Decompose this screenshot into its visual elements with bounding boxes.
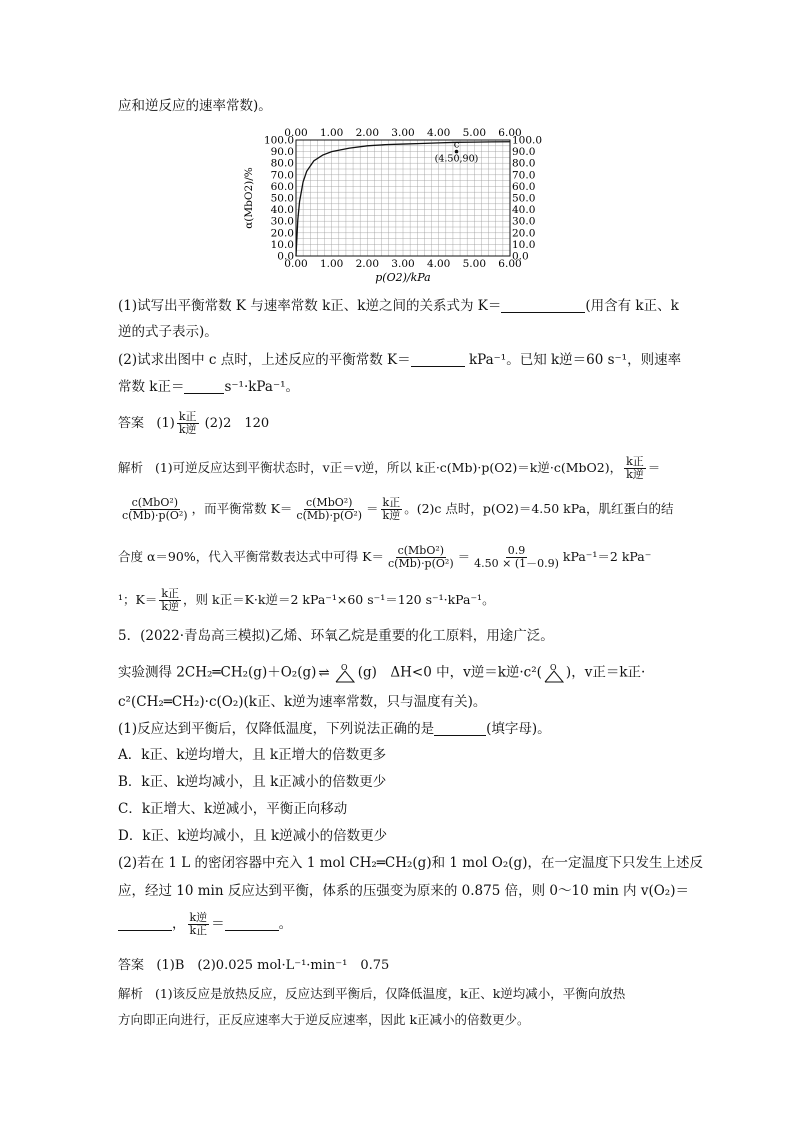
x-tick-label-top: 4.00 <box>426 127 451 139</box>
text: 。 <box>278 916 293 932</box>
explanation-1-line2 <box>118 497 674 522</box>
y-tick-label-left: 60.0 <box>270 180 294 193</box>
x-tick-label-bottom: 1.00 <box>319 258 344 270</box>
text: kPa⁻¹＝2 kPa⁻ <box>562 549 652 564</box>
question-1-tail: (用含有 k正、k <box>585 298 679 314</box>
y-tick-label-right: 70.0 <box>512 169 536 182</box>
question-1-line2: 逆的式子表示)。 <box>118 324 218 340</box>
answer-blank-3[interactable] <box>184 379 224 394</box>
equation-rate: )，v正＝k正· <box>565 664 646 681</box>
question-5-equation <box>118 662 645 684</box>
question-5-sub2-line1: (2)若在 1 L 的密闭容器中充入 1 mol CH₂═CH₂(g)和 1 mol O₂(g)，在一定温度下只发生上述反 <box>118 855 703 871</box>
frac-num: k逆 <box>189 911 208 924</box>
x-tick-label-top: 5.00 <box>462 127 487 139</box>
equation-right: (g) ΔH<0 中，v逆＝k逆·c²( <box>357 664 542 681</box>
epoxide-ring-icon <box>542 662 566 684</box>
frac-den: k正 <box>189 924 208 937</box>
explanation-2-line2: 方向即正向进行，正反应速率大于逆反应速率，因此 k正减小的倍数更少。 <box>118 1012 530 1027</box>
x-tick-label-top: 1.00 <box>319 127 344 139</box>
answer-1-p1: (1) <box>156 416 175 431</box>
answer-2 <box>118 956 389 976</box>
answer-1-p2: (2)2 120 <box>204 416 270 431</box>
x-tick-label-top: 0.00 <box>284 127 308 139</box>
frac-den: c(Mb)·p(O²) <box>296 509 363 522</box>
exp1-frac-d <box>381 497 403 522</box>
y-tick-label-right: 90.0 <box>512 146 536 159</box>
x-tick-label-bottom: 4.00 <box>426 258 451 270</box>
answer-2-label: 答案 <box>118 958 145 973</box>
answer-2-text: (1)B (2)0.025 mol·L⁻¹·min⁻¹ 0.75 <box>156 958 390 973</box>
frac-den: k逆 <box>178 423 197 436</box>
option-a[interactable]: A．k正、k逆均增大，且 k正增大的倍数更多 <box>118 747 387 763</box>
exp1-frac-b <box>120 497 190 522</box>
answer-blank-4[interactable] <box>434 721 486 736</box>
question-2 <box>118 350 681 370</box>
explanation-2-text: (1)该反应是放热反应，反应达到平衡后，仅降低温度，k正、k逆均减小，平衡向放热 <box>154 986 626 1001</box>
equals: ＝ <box>457 549 471 564</box>
exp1-frac-e <box>386 545 456 570</box>
x-tick-label-top: 6.00 <box>498 127 522 139</box>
frac-num: 0.9 <box>507 544 526 557</box>
y-tick-label-left: 100.0 <box>263 134 294 147</box>
frac-den: c(Mb)·p(O²) <box>388 557 454 570</box>
y-tick-label-right: 30.0 <box>512 215 536 228</box>
text: 。(2)c 点时，p(O2)＝4.50 kPa，肌红蛋白的结 <box>404 501 674 516</box>
equals: ＝ <box>647 460 661 475</box>
option-c[interactable]: C．k正增大、k逆减小，平衡正向移动 <box>118 801 348 817</box>
y-tick-label-right: 10.0 <box>512 238 536 251</box>
question-2-line2 <box>118 377 299 397</box>
question-1-text: (1)试写出平衡常数 K 与速率常数 k正、k逆之间的关系式为 K＝ <box>118 298 502 314</box>
x-tick-label-bottom: 6.00 <box>498 258 522 270</box>
point-c-coord: (4.50,90) <box>434 153 479 165</box>
explanation-2-label: 解析 <box>118 986 144 1001</box>
answer-blank-6[interactable] <box>225 916 279 931</box>
question-2-mid: kPa⁻¹。已知 k逆＝60 s⁻¹，则速率 <box>464 352 682 368</box>
text: 合度 α＝90%，代入平衡常数表达式中可得 K＝ <box>118 549 385 564</box>
explanation-1-line1 <box>118 456 660 481</box>
frac-num: c(MbO²) <box>131 496 179 509</box>
option-b[interactable]: B．k正、k逆均减小，且 k正减小的倍数更少 <box>118 774 387 790</box>
y-tick-label-left: 20.0 <box>270 227 294 240</box>
answer-1-label: 答案 <box>118 416 145 431</box>
question-2-text: (2)试求出图中 c 点时，上述反应的平衡常数 K＝ <box>118 352 411 368</box>
text: ，则 k正＝K·k逆＝2 kPa⁻¹×60 s⁻¹＝120 s⁻¹·kPa⁻¹。 <box>183 592 495 607</box>
text: ¹；K＝ <box>118 592 158 607</box>
intro-text: 应和逆反应的速率常数)。 <box>118 98 272 114</box>
x-tick-label-bottom: 3.00 <box>391 258 415 270</box>
y-tick-label-left: 70.0 <box>270 169 294 182</box>
svg-text:O: O <box>549 663 557 672</box>
x-tick-label-top: 3.00 <box>391 127 415 139</box>
chart-labels <box>243 127 542 284</box>
explanation-1-text: (1)可逆反应达到平衡状态时，v正＝v逆，所以 k正·c(Mb)·p(O2)＝k逆·c(MbO2)， <box>154 460 623 475</box>
text: ，而平衡常数 K＝ <box>191 501 293 516</box>
frac-den: k逆 <box>626 468 644 481</box>
answer-blank-5[interactable] <box>118 916 172 931</box>
epoxide-ring-icon <box>332 662 358 684</box>
y-tick-label-left: 0.0 <box>277 250 294 263</box>
svg-text:O: O <box>340 663 348 672</box>
question-5-title: 5．(2022·青岛高三模拟)乙烯、环氧乙烷是重要的化工原料，用途广泛。 <box>118 628 554 644</box>
frac-den: c(Mb)·p(O²) <box>122 509 188 522</box>
x-axis-label: p(O2)/kPa <box>375 271 431 284</box>
x-tick-label-top: 2.00 <box>355 127 380 139</box>
y-tick-label-right: 50.0 <box>512 192 536 205</box>
exp1-frac-g <box>159 588 181 613</box>
explanation-1-label: 解析 <box>118 460 144 475</box>
frac-num: k正 <box>382 496 401 509</box>
option-d[interactable]: D．k正、k逆均减小，且 k逆减小的倍数更少 <box>118 828 388 844</box>
text: (填字母)。 <box>486 721 551 737</box>
frac-num: k正 <box>178 410 197 423</box>
equals: ＝ <box>366 501 379 516</box>
exp1-frac-c <box>294 497 364 522</box>
y-tick-label-left: 80.0 <box>270 157 294 170</box>
y-tick-label-left: 30.0 <box>270 215 294 228</box>
x-tick-label-bottom: 0.00 <box>284 258 308 270</box>
y-tick-label-right: 60.0 <box>512 180 536 193</box>
question-1 <box>118 296 679 316</box>
y-tick-label-right: 100.0 <box>512 134 543 147</box>
y-tick-label-left: 50.0 <box>270 192 294 205</box>
exp1-frac-f <box>472 545 561 570</box>
explanation-1-line3 <box>118 545 651 570</box>
y-tick-label-left: 10.0 <box>270 238 294 251</box>
exp1-frac-a <box>624 456 646 481</box>
x-tick-label-bottom: 2.00 <box>355 258 380 270</box>
explanation-1-line4 <box>118 588 495 613</box>
equilibrium-arrow-icon: ⇌ <box>318 664 330 681</box>
question-2-line2b: s⁻¹·kPa⁻¹。 <box>224 379 299 395</box>
answer-blank-2[interactable] <box>411 352 465 367</box>
y-tick-label-right: 0.0 <box>512 250 529 263</box>
y-tick-label-right: 20.0 <box>512 227 536 240</box>
question-5-sub2-line3: ， $\frac{\text{k逆}}{\text{k正}}$ ＝ 。 <box>118 912 292 937</box>
equation-left: 实验测得 2CH₂═CH₂(g)＋O₂(g) <box>118 664 317 681</box>
y-tick-label-left: 90.0 <box>270 146 294 159</box>
answer-blank-1[interactable] <box>501 298 585 313</box>
answer-1-fraction <box>177 411 199 436</box>
frac-den: 4.50 × (1－0.9) <box>474 557 559 570</box>
frac-den: k逆 <box>161 600 180 613</box>
frac-den: k逆 <box>382 509 401 522</box>
question-5-sub2-line2: 应，经过 10 min 反应达到平衡，体系的压强变为原来的 0.875 倍，则 0～10 min 内 v(O₂)＝ <box>118 883 689 899</box>
question-5-line2: c²(CH₂═CH₂)·c(O₂)(k正、k逆为速率常数，只与温度有关)。 <box>118 694 487 710</box>
y-tick-label-right: 80.0 <box>512 157 536 170</box>
frac-num: k正 <box>161 587 180 600</box>
frac-num: k正 <box>626 455 644 468</box>
question-2-line2a: 常数 k正＝ <box>118 379 185 395</box>
text: (1)反应达到平衡后，仅降低温度，下列说法正确的是 <box>118 721 435 737</box>
equals: ＝ <box>211 916 225 932</box>
frac-num: c(MbO²) <box>397 544 445 557</box>
binding-curve-chart <box>240 118 560 290</box>
frac-num: c(MbO²) <box>305 496 353 509</box>
y-axis-label: α(MbO2)/% <box>243 167 255 229</box>
question-5-sub1 <box>118 719 551 739</box>
point-c-label: c <box>453 139 460 151</box>
y-tick-label-right: 40.0 <box>512 204 536 217</box>
x-tick-label-bottom: 5.00 <box>462 258 487 270</box>
explanation-2-line1 <box>118 984 625 1004</box>
q5-frac <box>188 912 210 937</box>
y-tick-label-left: 40.0 <box>270 204 294 217</box>
answer-1 <box>118 411 269 436</box>
